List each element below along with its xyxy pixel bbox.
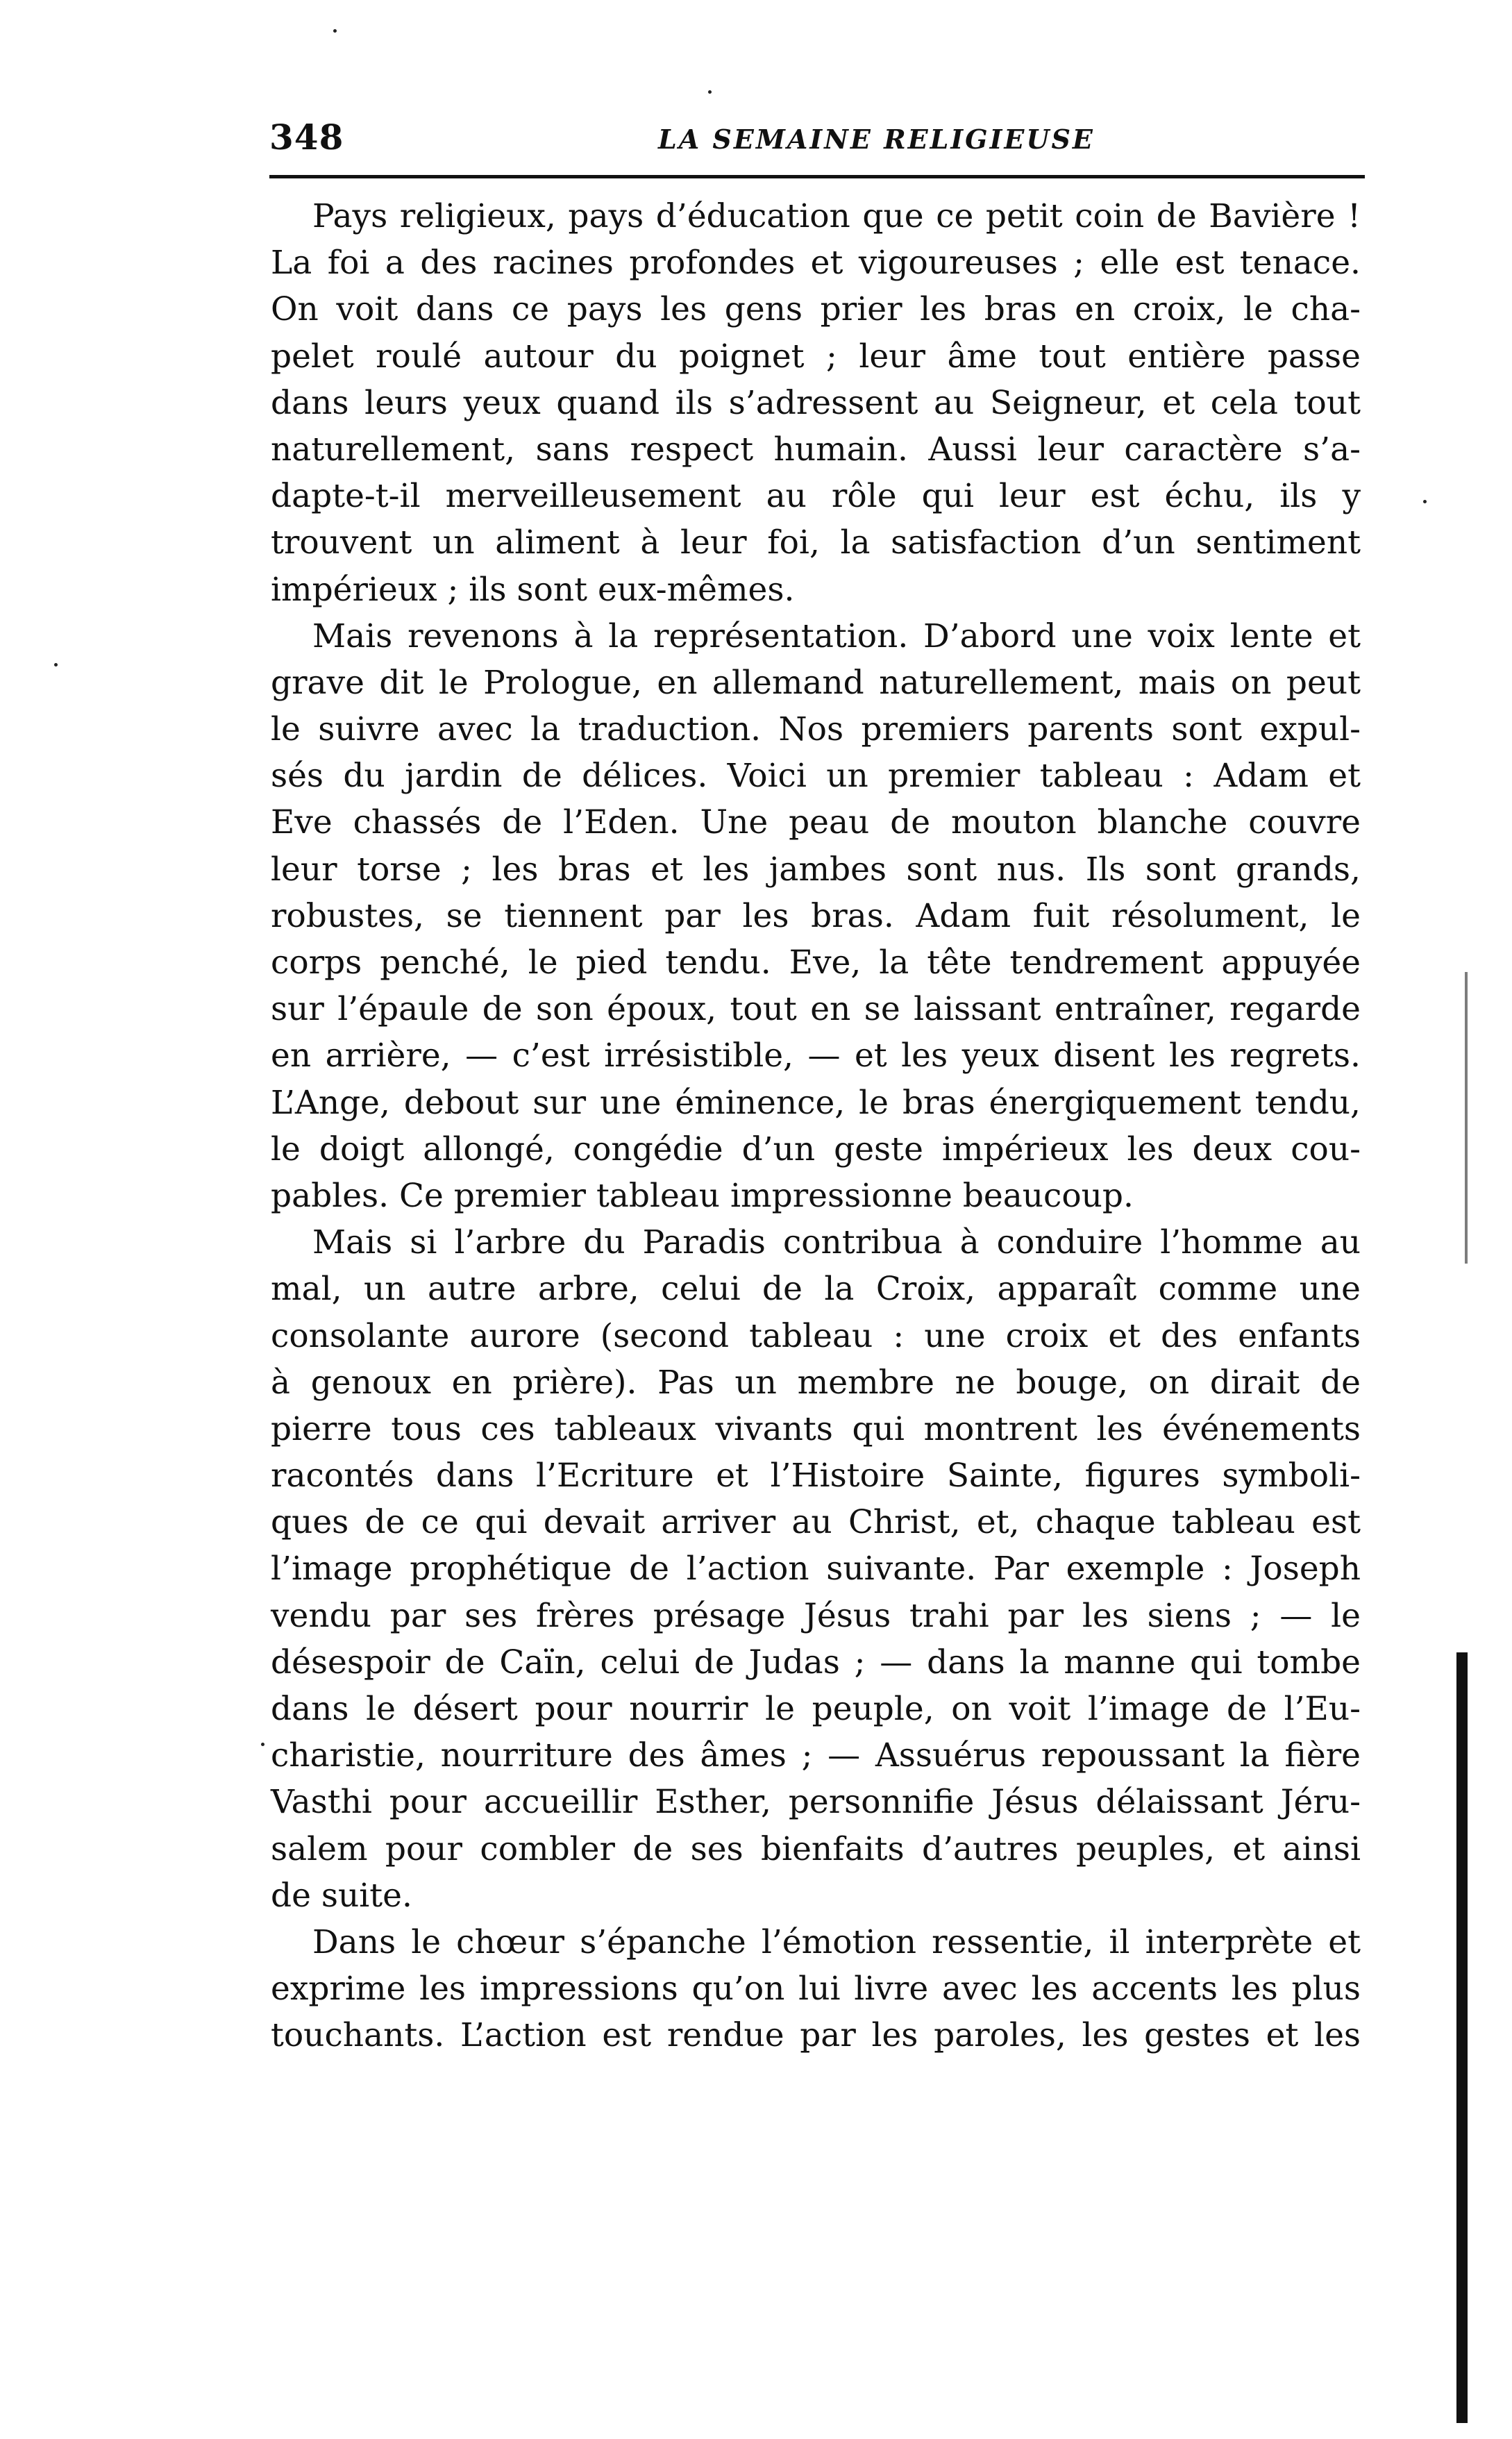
- paragraph-3: [271, 1219, 1361, 1919]
- scan-speck: [261, 1743, 264, 1746]
- text-line: de suite.: [271, 1876, 412, 1915]
- text-line: L’Ange, debout sur une éminence, le bras énergiquement tendu,: [271, 1083, 1361, 1122]
- text-line: corps penché, le pied tendu. Eve, la tête tendrement appuyée: [271, 944, 1361, 982]
- text-line: dans leurs yeux quand ils s’adressent au Seigneur, et cela tout: [271, 383, 1361, 422]
- text-line: pables. Ce premier tableau impressionne beaucoup.: [271, 1176, 1134, 1215]
- text-line: consolante aurore (second tableau : une croix et des enfants: [271, 1316, 1361, 1355]
- text-line: vendu par ses frères présage Jésus trahi par les siens ; — le: [271, 1596, 1361, 1635]
- text-line: La foi a des racines profondes et vigoureuses ; elle est tenace.: [271, 244, 1361, 283]
- page-header: [269, 117, 1359, 158]
- text-line: pierre tous ces tableaux vivants qui montrent les événements: [271, 1409, 1361, 1448]
- text-line: naturellement, sans respect humain. Aussi leur caractère s’a-: [271, 430, 1361, 469]
- text-line: l’image prophétique de l’action suivante. Par exemple : Joseph: [271, 1550, 1361, 1589]
- page-number: 348: [269, 117, 344, 158]
- scan-edge-mark: [1456, 1652, 1468, 2423]
- text-line: Dans le chœur s’épanche l’émotion ressentie, il interprète et: [312, 1922, 1361, 1961]
- text-line: robustes, se tiennent par les bras. Adam fuit résolument, le: [271, 896, 1361, 935]
- text-line: Eve chassés de l’Eden. Une peau de mouton blanche couvre: [271, 803, 1361, 842]
- text-body: [271, 193, 1361, 2059]
- text-line: dapte-t-il merveilleusement au rôle qui leur est échu, ils y: [271, 477, 1361, 516]
- text-line: le suivre avec la traduction. Nos premiers parents sont expul-: [271, 710, 1361, 749]
- text-line: sés du jardin de délices. Voici un premier tableau : Adam et: [271, 757, 1361, 796]
- text-line: touchants. L’action est rendue par les paroles, les gestes et les: [271, 2016, 1361, 2055]
- text-line: désespoir de Caïn, celui de Judas ; — dans la manne qui tombe: [271, 1643, 1361, 1682]
- text-line: salem pour combler de ses bienfaits d’autres peuples, et ainsi: [271, 1829, 1361, 1868]
- scan-speck: [333, 29, 337, 33]
- header-rule: [269, 175, 1365, 178]
- text-line: Mais si l’arbre du Paradis contribua à conduire l’homme au: [312, 1223, 1361, 1262]
- scan-edge-mark: [1465, 972, 1468, 1264]
- text-line: pelet roulé autour du poignet ; leur âme tout entière passe: [271, 337, 1361, 376]
- scan-speck: [1423, 500, 1427, 503]
- paragraph-4: [271, 1919, 1361, 2059]
- text-line: Mais revenons à la représentation. D’abord une voix lente et: [312, 617, 1361, 655]
- text-line: exprime les impressions qu’on lui livre avec les accents les plus: [271, 1970, 1361, 2009]
- text-line: le doigt allongé, congédie d’un geste impérieux les deux cou-: [271, 1130, 1361, 1168]
- text-line: à genoux en prière). Pas un membre ne bouge, on dirait de: [271, 1363, 1361, 1402]
- text-line: Vasthi pour accueillir Esther, personnifie Jésus délaissant Jéru-: [271, 1783, 1361, 1822]
- text-line: On voit dans ce pays les gens prier les bras en croix, le cha-: [271, 290, 1361, 329]
- scan-speck: [54, 663, 58, 667]
- text-line: trouvent un aliment à leur foi, la satisfaction d’un sentiment: [271, 523, 1361, 562]
- paragraph-2: [271, 613, 1361, 1219]
- running-title: LA SEMAINE RELIGIEUSE: [658, 124, 1095, 155]
- text-line: impérieux ; ils sont eux-mêmes.: [271, 570, 795, 609]
- text-line: en arrière, — c’est irrésistible, — et les yeux disent les regrets.: [271, 1037, 1361, 1075]
- text-line: leur torse ; les bras et les jambes sont nus. Ils sont grands,: [271, 850, 1361, 889]
- text-line: racontés dans l’Ecriture et l’Histoire Sainte, figures symboli-: [271, 1457, 1361, 1495]
- text-line: charistie, nourriture des âmes ; — Assuérus repoussant la fière: [271, 1736, 1361, 1775]
- text-line: sur l’épaule de son époux, tout en se laissant entraîner, regarde: [271, 990, 1361, 1029]
- text-line: dans le désert pour nourrir le peuple, on voit l’image de l’Eu-: [271, 1690, 1361, 1728]
- text-line: ques de ce qui devait arriver au Christ, et, chaque tableau est: [271, 1503, 1361, 1542]
- text-line: mal, un autre arbre, celui de la Croix, apparaît comme une: [271, 1270, 1361, 1309]
- scan-speck: [708, 90, 712, 94]
- text-line: Pays religieux, pays d’éducation que ce petit coin de Bavière !: [312, 197, 1361, 235]
- text-line: grave dit le Prologue, en allemand naturellement, mais on peut: [271, 663, 1361, 702]
- paragraph-1: [271, 193, 1361, 613]
